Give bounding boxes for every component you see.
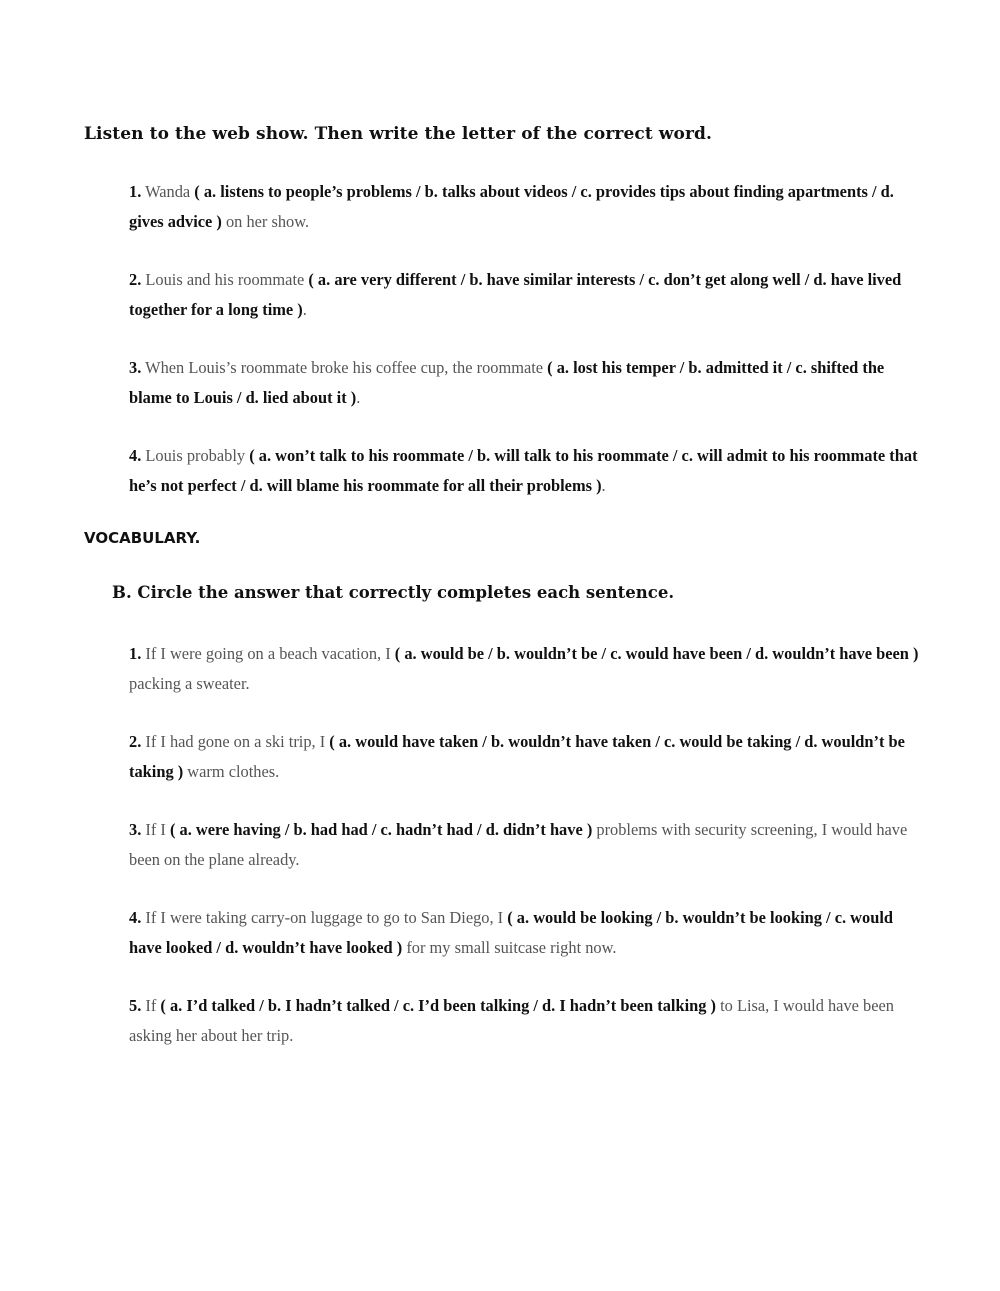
listening-question-3 [129, 353, 919, 412]
question-ending: packing a sweater. [129, 673, 250, 693]
vocabulary-question-2 [129, 727, 919, 786]
vocabulary-question-1 [129, 639, 919, 698]
question-number: 3. [129, 820, 142, 839]
question-number: 3. [129, 358, 142, 377]
answer-options[interactable]: ( a. are very different / b. have similar interests / c. don’t get along well / d. have lived together for a long time ) [129, 270, 902, 319]
vocabulary-label: VOCABULARY. [84, 529, 201, 547]
answer-options[interactable]: ( a. listens to people’s problems / b. talks about videos / c. provides tips about finding apartments / d. gives advice ) [129, 182, 894, 231]
answer-options[interactable]: ( a. would have taken / b. wouldn’t have taken / c. would be taking / d. wouldn’t be taking ) [129, 732, 905, 781]
listening-question-1 [129, 177, 919, 236]
question-ending: on her show. [221, 211, 310, 231]
vocabulary-question-5 [129, 991, 919, 1050]
question-number: 1. [129, 182, 142, 201]
section-a-heading: Listen to the web show. Then write the letter of the correct word. [84, 124, 713, 144]
question-stem: If I were taking carry-on luggage to go to San Diego, I [141, 908, 508, 927]
answer-options[interactable]: ( a. won’t talk to his roommate / b. will talk to his roommate / c. will admit to his roommate that he’s not perfect / d. will blame his roommate for all their problems ) [129, 446, 918, 495]
question-ending: . [302, 299, 307, 319]
question-stem: When Louis’s roommate broke his coffee cup, the roommate [141, 358, 548, 377]
question-stem: If I [141, 820, 170, 839]
question-stem: If I were going on a beach vacation, I [141, 644, 395, 663]
answer-options[interactable]: ( a. would be / b. wouldn’t be / c. would have been / d. wouldn’t have been ) [394, 644, 919, 663]
answer-options[interactable]: ( a. lost his temper / b. admitted it / c. shifted the blame to Louis / d. lied about it ) [129, 358, 885, 407]
question-stem: Louis and his roommate [141, 270, 309, 289]
vocabulary-question-4 [129, 903, 919, 962]
question-stem: If I had gone on a ski trip, I [141, 732, 330, 751]
question-ending: . [601, 475, 606, 495]
question-number: 4. [129, 908, 142, 927]
question-ending: problems with security screening, I would have been on the plane already. [129, 820, 908, 869]
question-ending: warm clothes. [183, 761, 280, 781]
answer-options[interactable]: ( a. would be looking / b. wouldn’t be looking / c. would have looked / d. wouldn’t have looked ) [129, 908, 893, 957]
answer-options[interactable]: ( a. I’d talked / b. I hadn’t talked / c. I’d been talking / d. I hadn’t been talking ) [160, 996, 716, 1015]
question-stem: Louis probably [141, 446, 250, 465]
question-ending: to Lisa, I would have been asking her about her trip. [129, 996, 894, 1045]
listening-question-4 [129, 441, 919, 500]
question-number: 4. [129, 446, 142, 465]
section-b-heading: B. Circle the answer that correctly completes each sentence. [112, 583, 675, 602]
answer-options[interactable]: ( a. were having / b. had had / c. hadn’t had / d. didn’t have ) [169, 820, 593, 839]
question-ending: . [356, 387, 361, 407]
question-ending: for my small suitcase right now. [402, 937, 617, 957]
question-number: 1. [129, 644, 142, 663]
question-number: 2. [129, 270, 142, 289]
vocabulary-question-3 [129, 815, 919, 874]
listening-question-2 [129, 265, 919, 324]
question-stem: Wanda [141, 182, 195, 201]
question-number: 2. [129, 732, 142, 751]
question-stem: If [141, 996, 161, 1015]
question-number: 5. [129, 996, 142, 1015]
